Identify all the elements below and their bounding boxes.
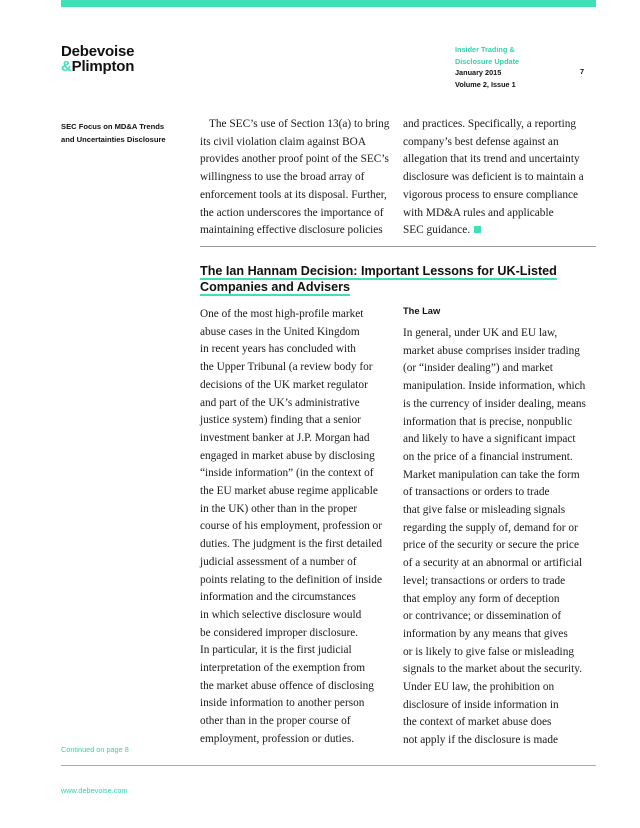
section-title: SEC Focus on MD&A Trends and Uncertainties Disclosure [61, 122, 166, 144]
footer-divider [61, 765, 596, 766]
article2-column-1: One of the most high-profile market abuse cases in the United Kingdom in recent years has concluded with the Upper Tribunal (a review body for decisions of the UK market regulator and part of the UK’s administrative justice system) finding that a senior investment banker at J.P. Morgan had engaged in market abuse by disclosing “inside information” (in the context of the EU market abuse regime applicable in the UK) other than in the proper course of his employment, profession or duties. The judgment is the first detailed judicial assessment of a number of points relating to the definition of inside information and the circumstances in which selective disclosure would be considered improper disclosure. In particular, it is the first judicial interpretation of the exemption from the market abuse offence of disclosing inside information to another person other than in the proper course of employment, profession or duties. [200, 308, 383, 745]
top-accent-bar [61, 0, 596, 7]
logo-line-1: Debevoise [61, 43, 135, 60]
firm-logo [61, 44, 134, 74]
article-divider [200, 246, 596, 247]
website-link[interactable]: www.debevoise.com [61, 786, 128, 795]
article2-heading [200, 263, 596, 295]
article1-column-1: The SEC’s use of Section 13(a) to bring its civil violation claim against BOA provides another proof point of the SEC’s willingness to use the broad array of enforcement tools at its disposal. Further, the action underscores the importance of maintaining effective disclosure policies [200, 118, 390, 237]
logo-line-2: Plimpton [71, 58, 135, 75]
logo-ampersand: & [61, 58, 72, 75]
publication-title-line-2: Disclosure Update [455, 56, 520, 66]
publication-volume: Volume 2, Issue 1 [455, 79, 516, 89]
article2-heading-text: The Ian Hannam Decision: Important Lessons for UK-Listed Companies and Advisers [200, 264, 557, 294]
publication-info [455, 44, 519, 90]
page-number: 7 [580, 67, 585, 76]
continued-link[interactable]: Continued on page 8 [61, 745, 129, 754]
publication-date: January 2015 [455, 68, 502, 77]
article2-column-2: In general, under UK and EU law, market abuse comprises insider trading (or “insider dealing”) and market manipulation. Inside information, which is the currency of insider dealing, means information that is precise, nonpublic and likely to have a significant impact on the price of a financial instrument. Market manipulation can take the form of transactions or orders to trade that give false or misleading signals regarding the supply of, demand for or price of the security or secure the price of a security at an abnormal or artificial level; transactions or orders to trade that employ any form of deception or contrivance; or dissemination of information by any means that gives or is likely to give false or misleading signals to the market about the security. Under EU law, the prohibition on disclosure of inside information in the context of market abuse does not apply if the disclosure is made [403, 327, 586, 747]
end-of-article-square-icon [474, 226, 481, 233]
article2-subheading: The Law [403, 306, 441, 316]
publication-title-line-1: Insider Trading & [455, 45, 515, 54]
article1-column-2 [403, 116, 603, 240]
article1-column-2-text: and practices. Specifically, a reporting company’s best defense against an allegation that its trend and uncertainty disclosure was deficient is to maintain a vigorous process to ensure compliance with MD&A rules and applicable SEC guidance. [403, 118, 584, 237]
